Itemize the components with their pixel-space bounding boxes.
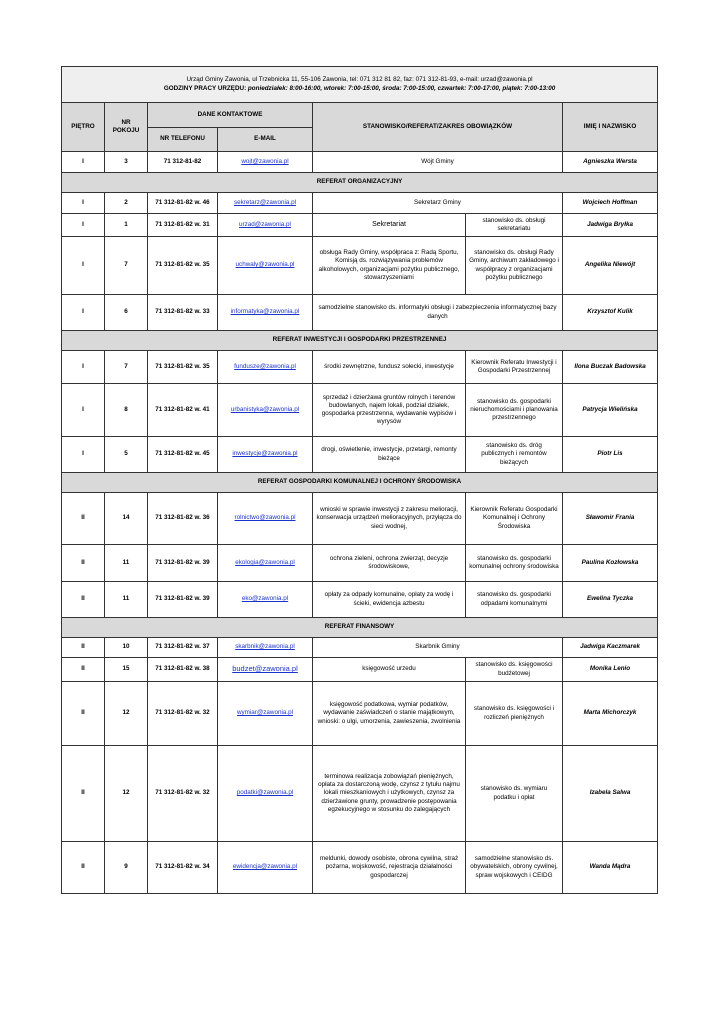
- office-hours-label: GODZINY PRACY URZĘDU:: [163, 84, 247, 92]
- scope-cell: Sekretariat: [313, 214, 466, 237]
- table-row: [62, 582, 658, 618]
- email-link[interactable]: fundusze@zawonia.pl: [234, 362, 296, 370]
- floor-cell: I: [62, 295, 105, 331]
- column-header-row: [62, 103, 658, 128]
- position-cell: Wójt Gminy: [313, 152, 563, 173]
- room-cell: 7: [105, 351, 148, 384]
- phone-cell: 71 312-81-82 w. 41: [148, 384, 218, 437]
- scope-cell: meldunki, dowody osobiste, obrona cywilna, straż pożarna, wojskowość, rejestracja działalności gospodarczej: [313, 842, 466, 894]
- office-hours: [65, 85, 654, 93]
- table-row: [62, 638, 658, 658]
- table-row: [62, 658, 658, 682]
- role-cell: Kierownik Referatu Gospodarki Komunalnej i Ochrony Środowiska: [466, 493, 563, 545]
- table-row: [62, 437, 658, 473]
- room-cell: 12: [105, 682, 148, 746]
- scope-cell: sprzedaż i dzierżawa gruntów rolnych i terenów budowlanych, najem lokali, podział działek, gospodarka przestrzenna, wydawanie wypisów i wyrysów: [313, 384, 466, 437]
- table-row: [62, 842, 658, 894]
- floor-cell: II: [62, 658, 105, 682]
- col-room: NR POKOJU: [105, 103, 148, 152]
- room-cell: 15: [105, 658, 148, 682]
- floor-cell: II: [62, 493, 105, 545]
- role-cell: Kierownik Referatu Inwestycji i Gospodarki Przestrzennej: [466, 351, 563, 384]
- phone-cell: 71 312-81-82 w. 32: [148, 746, 218, 842]
- email-link[interactable]: eko@zawonia.pl: [241, 595, 289, 603]
- role-cell: stanowisko ds. obsługi sekretariatu: [466, 214, 563, 237]
- col-email: E-MAIL: [218, 128, 313, 152]
- scope-cell: środki zewnętrzne, fundusz sołecki, inwestycje: [313, 351, 466, 384]
- col-position: STANOWISKO/REFERAT/ZAKRES OBOWIĄZKÓW: [313, 103, 563, 152]
- person-name: Jadwiga Kaczmarek: [563, 638, 658, 658]
- scope-cell: wnioski w sprawie inwestycji z zakresu melioracji, konserwacja urządzeń melioracyjnych, przyłącza do sieci wodnej,: [313, 493, 466, 545]
- email-link[interactable]: rolnictwo@zawonia.pl: [234, 514, 296, 522]
- table-row: [62, 351, 658, 384]
- floor-cell: I: [62, 193, 105, 214]
- office-hours-value: poniedziałek: 8:00-16:00, wtorek: 7:00-15:00, środa: 7:00-15:00, czwartek: 7:00-17:00, piątek: 7:00-13:00: [247, 84, 556, 92]
- person-name: Wojciech Hoffman: [563, 193, 658, 214]
- room-cell: 9: [105, 842, 148, 894]
- position-cell: Sekretarz Gminy: [313, 193, 563, 214]
- section-title: REFERAT FINANSOWY: [62, 618, 658, 638]
- scope-cell: terminowa realizacja zobowiązań pieniężnych, opłata za dostarczoną wodę, czynsz z tytułu najmu lokali mieszkaniowych i użytkowych, czynsz za dzierżawione grunty, prowadzenie postępowania egzekucyjnego w stosunku do zalegających: [313, 746, 466, 842]
- table-row: [62, 545, 658, 582]
- person-name: Paulina Kozłowska: [563, 545, 658, 582]
- person-name: Monika Lenio: [563, 658, 658, 682]
- table-row: [62, 237, 658, 295]
- role-cell: stanowisko ds. gospodarki nieruchomościami i planowania przestrzennego: [466, 384, 563, 437]
- phone-cell: 71 312-81-82 w. 36: [148, 493, 218, 545]
- phone-cell: 71 312-81-82 w. 45: [148, 437, 218, 473]
- section-title: REFERAT GOSPODARKI KOMUNALNEJ I OCHRONY ŚRODOWISKA: [62, 473, 658, 493]
- email-link[interactable]: inwestycje@zawonia.pl: [232, 450, 298, 458]
- phone-cell: 71 312-81-82 w. 37: [148, 638, 218, 658]
- phone-cell: 71 312-81-82 w. 31: [148, 214, 218, 237]
- role-cell: stanowisko ds. obsługi Rady Gminy, archiwum zakładowego i współpracy z organizacjami pożytku publicznego: [466, 237, 563, 295]
- room-cell: 11: [105, 582, 148, 618]
- room-cell: 12: [105, 746, 148, 842]
- table-row: [62, 152, 658, 173]
- table-row: [62, 295, 658, 331]
- role-cell: samodzielne stanowisko ds. obywatelskich, obrony cywilnej, spraw wojskowych i CEIDG: [466, 842, 563, 894]
- person-name: Jadwiga Bryłka: [563, 214, 658, 237]
- phone-cell: 71 312-81-82 w. 35: [148, 237, 218, 295]
- person-name: Izabela Salwa: [563, 746, 658, 842]
- person-name: Ewelina Tyczka: [563, 582, 658, 618]
- section-kom: [62, 473, 658, 493]
- person-name: Agnieszka Wersta: [563, 152, 658, 173]
- role-cell: stanowisko ds. wymiaru podatku i opłat: [466, 746, 563, 842]
- email-link[interactable]: ekologia@zawonia.pl: [235, 558, 295, 566]
- scope-cell: obsługa Rady Gminy, współpraca z: Radą Sportu, Komisją ds. rozwiązywania problemów alkoholowych, organizacjami pożytku publicznego, stowarzyszeniami: [313, 237, 466, 295]
- role-cell: stanowisko ds. dróg publicznych i remontów bieżących: [466, 437, 563, 473]
- person-name: Marta Michorczyk: [563, 682, 658, 746]
- floor-cell: II: [62, 545, 105, 582]
- floor-cell: I: [62, 351, 105, 384]
- scope-cell: księgowość urzedu: [313, 658, 466, 682]
- email-link[interactable]: podatki@zawonia.pl: [236, 789, 294, 797]
- role-cell: stanowisko ds. gospodarki odpadami komunalnymi: [466, 582, 563, 618]
- email-link[interactable]: urbanistyka@zawonia.pl: [230, 405, 300, 413]
- person-name: Piotr Lis: [563, 437, 658, 473]
- table-row: [62, 193, 658, 214]
- room-cell: 11: [105, 545, 148, 582]
- email-link[interactable]: wymiar@zawonia.pl: [236, 709, 294, 717]
- email-link[interactable]: sekretarz@zawonia.pl: [233, 198, 297, 206]
- floor-cell: I: [62, 214, 105, 237]
- scope-cell: ochrona zieleni, ochrona zwierząt, decyzje środowiskowe,: [313, 545, 466, 582]
- email-link[interactable]: ewidencja@zawonia.pl: [232, 863, 298, 871]
- email-link[interactable]: skarbnik@zawonia.pl: [235, 643, 295, 651]
- table-row: [62, 384, 658, 437]
- floor-cell: I: [62, 152, 105, 173]
- room-cell: 2: [105, 193, 148, 214]
- phone-cell: 71 312-81-82 w. 34: [148, 842, 218, 894]
- table-row: [62, 682, 658, 746]
- floor-cell: II: [62, 842, 105, 894]
- room-cell: 3: [105, 152, 148, 173]
- section-org: [62, 173, 658, 193]
- person-name: Angelika Niewójt: [563, 237, 658, 295]
- person-name: Sławomir Frania: [563, 493, 658, 545]
- floor-cell: II: [62, 582, 105, 618]
- phone-cell: 71 312-81-82 w. 32: [148, 682, 218, 746]
- email-link[interactable]: wojt@zawonia.pl: [241, 157, 289, 165]
- table-row: [62, 214, 658, 237]
- office-header: [62, 67, 658, 103]
- room-cell: 7: [105, 237, 148, 295]
- section-title: REFERAT INWESTYCJI I GOSPODARKI PRZESTRZENNEJ: [62, 331, 658, 351]
- scope-cell: opłaty za odpady komunalne, opłaty za wodę i ścieki, ewidencja azbestu: [313, 582, 466, 618]
- phone-cell: 71 312-81-82 w. 39: [148, 545, 218, 582]
- phone-cell: 71 312-81-82 w. 38: [148, 658, 218, 682]
- email-link[interactable]: budzet@zawonia.pl: [232, 664, 298, 674]
- email-link[interactable]: informatyka@zawonia.pl: [230, 308, 300, 316]
- person-name: Patrycja Wielińska: [563, 384, 658, 437]
- col-floor: PIĘTRO: [62, 103, 105, 152]
- scope-cell: drogi, oświetlenie, inwestycje, przetargi, remonty bieżące: [313, 437, 466, 473]
- floor-cell: II: [62, 682, 105, 746]
- section-fin: [62, 618, 658, 638]
- room-cell: 6: [105, 295, 148, 331]
- position-cell: samodzielne stanowisko ds. informatyki obsługi i zabezpieczenia informatycznej bazy danych: [313, 295, 563, 331]
- phone-cell: 71 312-81-82 w. 35: [148, 351, 218, 384]
- email-link[interactable]: uchwaly@zawonia.pl: [235, 261, 295, 269]
- phone-cell: 71 312-81-82 w. 39: [148, 582, 218, 618]
- room-cell: 14: [105, 493, 148, 545]
- office-address: Urząd Gminy Zawonia, ul Trzebnicka 11, 55-106 Zawonia, tel: 071 312 81 82, faz: 071 312-81-93, e-mail: urzad@zawonia.pl: [186, 76, 533, 84]
- person-name: Wanda Mądra: [563, 842, 658, 894]
- section-inw: [62, 331, 658, 351]
- floor-cell: I: [62, 384, 105, 437]
- person-name: Ilona Buczak Badowska: [563, 351, 658, 384]
- contact-directory-table: [61, 66, 658, 894]
- room-cell: 10: [105, 638, 148, 658]
- phone-cell: 71 312-81-82: [148, 152, 218, 173]
- room-cell: 1: [105, 214, 148, 237]
- section-title: REFERAT ORGANIZACYJNY: [62, 173, 658, 193]
- col-phone: NR TELEFONU: [148, 128, 218, 152]
- room-cell: 8: [105, 384, 148, 437]
- floor-cell: I: [62, 437, 105, 473]
- person-name: Krzysztof Kulik: [563, 295, 658, 331]
- position-cell: Skarbnik Gminy: [313, 638, 563, 658]
- table-row: [62, 493, 658, 545]
- role-cell: stanowisko ds. księgowości budżetowej: [466, 658, 563, 682]
- room-cell: 5: [105, 437, 148, 473]
- table-row: [62, 746, 658, 842]
- col-name: IMIĘ I NAZWISKO: [563, 103, 658, 152]
- phone-cell: 71 312-81-82 w. 46: [148, 193, 218, 214]
- email-link[interactable]: urzad@zawonia.pl: [239, 220, 291, 228]
- floor-cell: I: [62, 237, 105, 295]
- phone-cell: 71 312-81-82 w. 33: [148, 295, 218, 331]
- floor-cell: II: [62, 746, 105, 842]
- col-contact: DANE KONTAKTOWE: [148, 103, 313, 128]
- floor-cell: II: [62, 638, 105, 658]
- role-cell: stanowisko ds. księgowości i rozliczeń pieniężnych: [466, 682, 563, 746]
- scope-cell: księgowość podatkowa, wymiar podatków, wydawanie zaświadczeń o stanie majątkowym, wnioski: o ulgi, umorzenia, zawieszenia, zwolnienia: [313, 682, 466, 746]
- role-cell: stanowisko ds. gospodarki komunalnej ochrony środowiska: [466, 545, 563, 582]
